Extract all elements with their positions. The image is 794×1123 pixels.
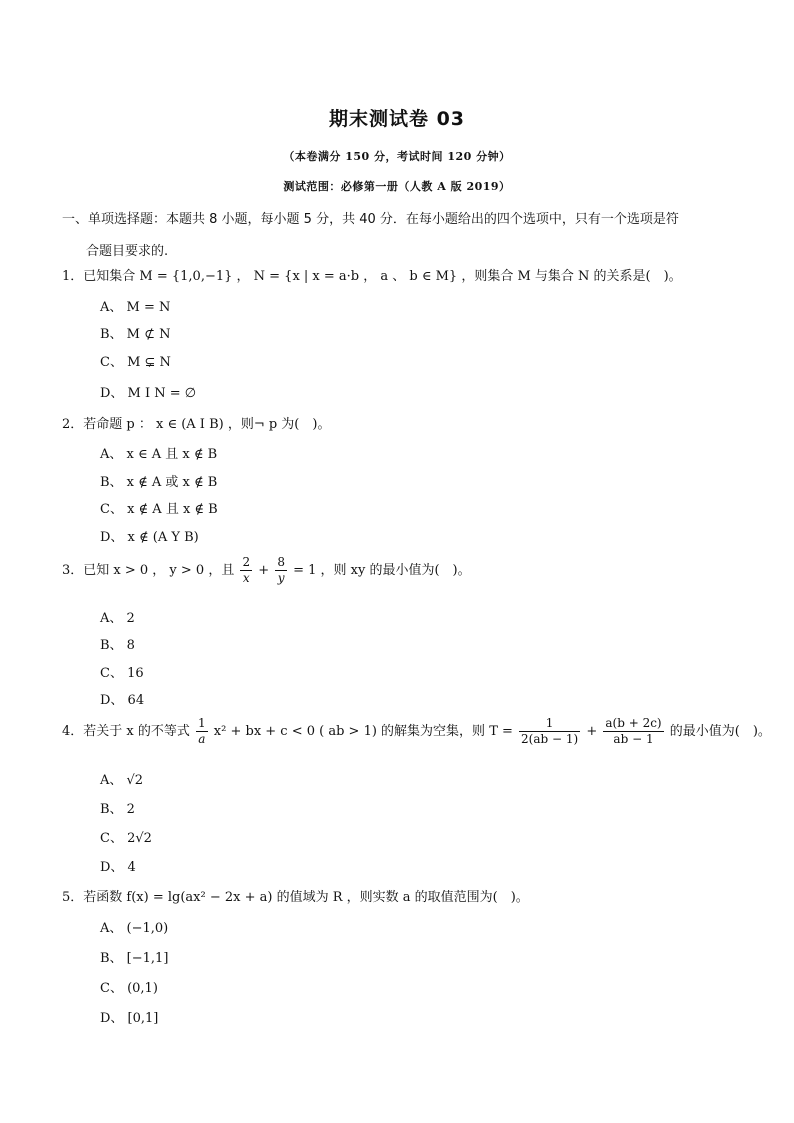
question-2-option-b[interactable]: B、 x ∉ A 或 x ∉ B (100, 475, 218, 490)
question-5-option-b[interactable]: B、 [−1,1] (100, 951, 169, 966)
question-3-option-c[interactable]: C、 16 (100, 666, 144, 681)
fraction-denominator: a (198, 732, 206, 746)
question-2-option-d[interactable]: D、 x ∉ (A Y B) (100, 530, 199, 545)
question-4-option-c[interactable]: C、 2√2 (100, 831, 152, 846)
question-1-option-c[interactable]: C、 M ⊊ N (100, 355, 171, 370)
question-3-option-b[interactable]: B、 8 (100, 638, 135, 653)
question-1-option-d[interactable]: D、 M I N = ∅ (100, 386, 197, 401)
fraction-numerator: 8 (277, 555, 285, 569)
fraction-denominator: 2(ab − 1) (521, 732, 579, 746)
question-5-option-a[interactable]: A、 (−1,0) (100, 921, 169, 936)
question-4-option-a[interactable]: A、 √2 (100, 773, 144, 788)
fraction-denominator: y (277, 571, 285, 585)
exam-info: （本卷满分 150 分，考试时间 120 分钟） (283, 150, 511, 163)
question-4-stem-middle: x² + bx + c < 0 ( ab > 1) 的解集为空集，则 T = (213, 724, 513, 739)
section-heading (62, 208, 679, 227)
fraction-numerator: 1 (198, 716, 206, 730)
question-4-option-d[interactable]: D、 4 (100, 860, 136, 875)
fraction-numerator: 2 (242, 555, 251, 569)
page-title: 期末测试卷 03 (328, 108, 466, 130)
question-1-option-b[interactable]: B、 M ⊄ N (100, 327, 171, 342)
question-4-option-b[interactable]: B、 2 (100, 802, 135, 817)
section-heading-line1: 一、单项选择题：本题共 8 小题，每小题 5 分，共 40 分．在每小题给出的四个选项中，只有一个选项是符 (62, 212, 679, 227)
fraction-2-over-x (240, 555, 252, 586)
question-5-stem: 5．若函数 f(x) = lg(ax² − 2x + a) 的值域为 R ，则实数 a 的取值范围为( )。 (62, 890, 529, 905)
question-2-option-a[interactable]: A、 x ∈ A 且 x ∉ B (100, 447, 218, 462)
exam-scope: 测试范围：必修第一册（人教 A 版 2019） (283, 180, 511, 193)
question-2-option-c[interactable]: C、 x ∉ A 且 x ∉ B (100, 502, 218, 517)
question-3-stem-end: = 1 ，则 xy 的最小值为( )。 (293, 563, 471, 578)
question-4-stem (62, 716, 771, 747)
fraction-ab2c-over-ab-minus-1 (603, 716, 663, 747)
fraction-numerator: a(b + 2c) (605, 716, 662, 730)
plus-sign: + (258, 563, 270, 578)
fraction-denominator: x (242, 571, 250, 585)
question-5-option-d[interactable]: D、 [0,1] (100, 1011, 159, 1026)
fraction-numerator: 1 (519, 716, 580, 732)
fraction-8-over-y (275, 555, 287, 586)
question-3-option-d[interactable]: D、 64 (100, 693, 145, 708)
question-3-option-a[interactable]: A、 2 (100, 611, 135, 626)
question-1-option-a[interactable]: A、 M = N (100, 300, 171, 315)
section-heading-line2: 合题目要求的. (86, 244, 169, 259)
question-5-option-c[interactable]: C、 (0,1) (100, 981, 158, 996)
fraction-denominator: ab − 1 (613, 732, 654, 746)
question-2-stem: 2．若命题 p ： x ∈ (A I B) ，则¬ p 为( )。 (62, 417, 331, 432)
question-3-stem-start: 3．已知 x > 0 ， y > 0 ，且 (62, 563, 235, 578)
question-4-stem-end: 的最小值为( )。 (669, 724, 771, 739)
fraction-1-over-a (196, 716, 208, 747)
section-heading-cont (86, 240, 168, 259)
question-1-stem: 1．已知集合 M = {1,0,−1} ， N = {x | x = a·b ， a 、 b ∈ M} ，则集合 M 与集合 N 的关系是( )。 (62, 269, 682, 284)
question-3-stem (62, 555, 471, 586)
plus-sign: + (586, 724, 598, 739)
question-4-stem-start: 4．若关于 x 的不等式 (62, 724, 190, 739)
fraction-1-over-2ab-minus-1 (519, 716, 580, 747)
